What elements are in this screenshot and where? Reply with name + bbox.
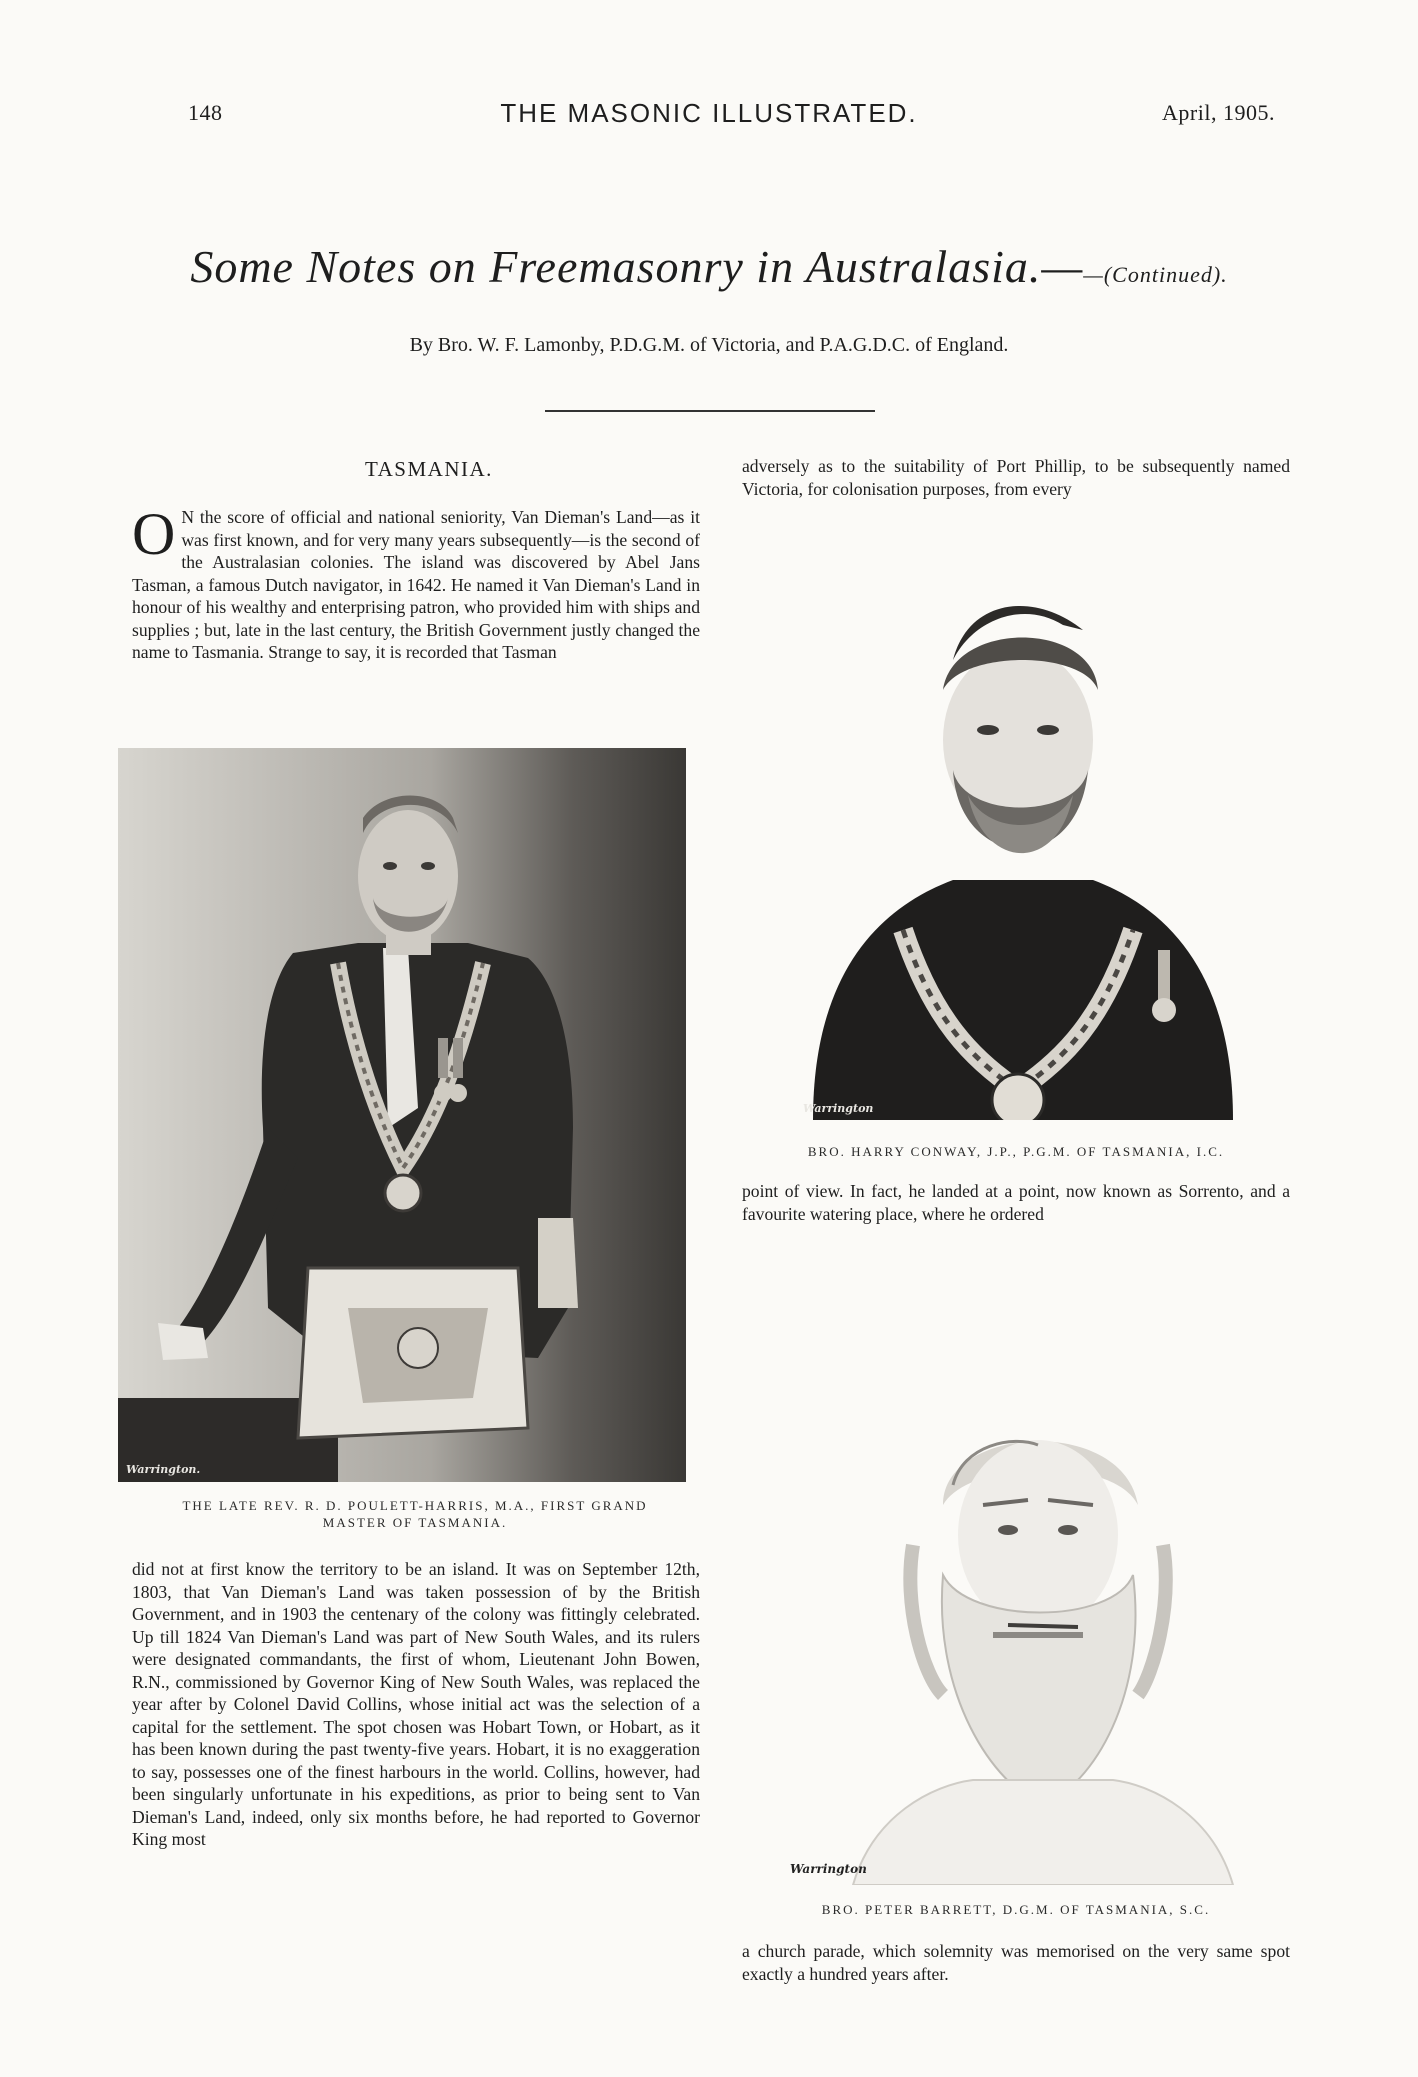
portrait-photo-poulett-harris xyxy=(118,748,686,1482)
portrait-photo-harry-conway xyxy=(793,580,1253,1120)
portrait-photo-peter-barrett xyxy=(793,1365,1263,1885)
intro-paragraph xyxy=(132,501,700,664)
right-column-top-text: adversely as to the suitability of Port Phillip, to be subsequently named Victoria, for colonisation purposes, from every xyxy=(742,456,1290,499)
continued-note: —(Continued). xyxy=(1083,262,1228,287)
left-column-body: did not at first know the territory to be an island. It was on September 12th, 1803, that Van Dieman's Land was taken possession of by the British Government, and in 1903 the centenary of the colony was fittingly celebrated. Up till 1824 Van Dieman's Land was part of New South Wales, and its rulers were designated commandants, the first of whom, Lieutenant John Bowen, R.N., commissioned by Governor King of New South Wales, was replaced the year after by Colonel David Collins, whose initial act was the selection of a capital for the settlement. The spot chosen was Hobart Town, or Hobart, as it has been known during the past twenty-five years. Hobart, it is no exaggeration to say, possesses one of the finest harbours in the world. Collins, however, had been singularly unfortunate in his expeditions, as prior to being sent to Van Dieman's Land, indeed, only six months before, he had reported to Governor King most xyxy=(132,1559,700,1849)
article-title xyxy=(0,240,1418,293)
drop-cap: O xyxy=(132,501,176,567)
right-column-bottom-text: a church parade, which solemnity was memorised on the very same spot exactly a hundred years after. xyxy=(742,1941,1290,1984)
photographer-signature-right-top: Warrington xyxy=(803,1102,874,1115)
caption-poulett-harris: THE LATE REV. R. D. POULETT-HARRIS, M.A., FIRST GRAND MASTER OF TASMANIA. xyxy=(182,1498,648,1530)
byline: By Bro. W. F. Lamonby, P.D.G.M. of Victoria, and P.A.G.D.C. of England. xyxy=(409,334,1009,356)
journal-title: THE MASONIC ILLUSTRATED. xyxy=(500,98,918,128)
photographer-signature-left: Warrington. xyxy=(126,1463,201,1476)
issue-date: April, 1905. xyxy=(1162,100,1275,125)
right-column-middle-text: point of view. In fact, he landed at a point, now known as Sorrento, and a favourite watering place, where he ordered xyxy=(742,1181,1290,1224)
section-heading: TASMANIA. xyxy=(365,457,493,481)
caption-harry-conway: BRO. HARRY CONWAY, J.P., P.G.M. OF TASMANIA, I.C. xyxy=(807,1144,1225,1159)
caption-peter-barrett: BRO. PETER BARRETT, D.G.M. OF TASMANIA, S.C. xyxy=(821,1902,1211,1917)
page-number: 148 xyxy=(188,100,223,125)
intro-text: N the score of official and national seniority, Van Dieman's Land—as it was first known, and for very many years subsequently—is the second of the Australasian colonies. The island was discovered by Abel Jans Tasman, a famous Dutch navigator, in 1642. He named it Van Dieman's Land in honour of his wealthy and enterprising patron, who provided him with ships and supplies ; but, late in the last century, the British Government justly changed the name to Tasmania. Strange to say, it is recorded that Tasman xyxy=(132,507,700,662)
title-rule xyxy=(545,410,875,412)
article-title-main: Some Notes on Freemasonry in Australasia.— xyxy=(190,241,1084,292)
photographer-signature-right-bottom: Warrington xyxy=(790,1862,867,1876)
